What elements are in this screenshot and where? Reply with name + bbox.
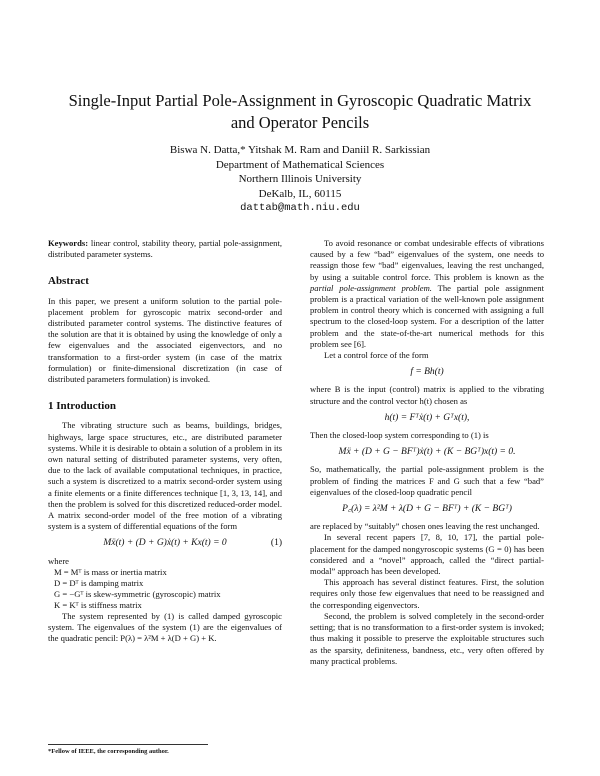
right-paragraph-3: where B is the input (control) matrix is applied to the vibrating structure and the control vector h(t) chosen as (310, 384, 544, 406)
university: Northern Illinois University (238, 173, 362, 185)
equation-1 (48, 538, 282, 549)
equation-1-number: (1) (270, 538, 282, 549)
title-line-2: and Operator Pencils (230, 113, 370, 132)
author-email: dattab@math.niu.edu (240, 202, 360, 214)
definition-damping: D = Dᵀ is damping matrix (54, 577, 144, 588)
equation-1-body: Mẍ(t) + (D + G)ẋ(t) + Kx(t) = 0 (103, 538, 227, 549)
right-paragraph-1-emphasis: partial pole-assignment problem. (310, 282, 432, 293)
keywords-text: linear control, stability theory, partial pole-assignment, distributed parameter systems. (48, 238, 282, 260)
where-label: where (48, 555, 69, 566)
intro-heading: 1 Introduction (48, 400, 116, 413)
definition-gyroscopic: G = −Gᵀ is skew-symmetric (gyroscopic) matrix (54, 588, 221, 599)
equation-closed-loop: Mẍ + (D + G − BFᵀ)ẋ(t) + (K − BGᵀ)x(t) = 0. (338, 447, 516, 458)
keywords (48, 238, 282, 260)
right-paragraph-9: Second, the problem is solved completely in the second-order setting; that is no transformation to a first-order system is invoked; thus making it possible to preserve the exploitable structures such as the sparsity, definiteness, bandness, etc., very often offered by many practical problems. (310, 610, 544, 666)
intro-paragraph-2: The system represented by (1) is called damped gyroscopic system. The eigenvalues of the system (1) are the eigenvalues of the quadratic pencil: P(λ) = λ²M + λ(D + G) + K. (48, 610, 282, 644)
definition-mass: M = Mᵀ is mass or inertia matrix (54, 566, 167, 577)
right-paragraph-1 (310, 238, 544, 350)
right-paragraph-7: In several recent papers [7, 8, 10, 17], the partial pole-placement for the damped nongyroscopic systems (G = 0) has been considered and a “novel” approach, called the “direct partial-modal” approach has been developed. (310, 532, 544, 577)
definition-stiffness: K = Kᵀ is stiffness matrix (54, 599, 142, 610)
department: Department of Mathematical Sciences (215, 158, 385, 171)
footnote: *Fellow of IEEE, the corresponding author. (48, 744, 208, 755)
intro-paragraph-1: The vibrating structure such as beams, buildings, bridges, highways, large space structures, etc., are distributed parameter systems. While it is desirable to obtain a solution of a problem in its own natural setting of distributed parameter systems, very often, due to the lack of available computational techniques, in practice, such a system is discretized to a matrix second-order system using a finite elements or a finite differences technique [1, 3, 13, 14], and then the problem is solved for this discretized reduced-order model. A matrix second-order model of the free motion of a vibrating system is a system of differential equations of the form (48, 420, 282, 532)
title-line-1: Single-Input Partial Pole-Assignment in Gyroscopic Quadratic Matrix (68, 91, 532, 110)
abstract-heading: Abstract (48, 275, 89, 288)
right-paragraph-4: Then the closed-loop system corresponding to (1) is (310, 430, 489, 441)
equation-closed-loop-pencil: P꜀(λ) = λ²M + λ(D + G − BFᵀ) + (K − BGᵀ) (342, 504, 512, 515)
paper-title (40, 90, 560, 134)
author-block (40, 143, 560, 216)
equation-control-force: f = Bh(t) (410, 367, 444, 378)
keywords-label: Keywords: (48, 238, 89, 248)
right-paragraph-1-text: To avoid resonance or combat undesirable effects of vibrations caused by a few “bad” eigenvalues of the system, one needs to reassign those few “bad” eigenvalues, leaving the rest unchanged, by using a suitable control force. This problem is known as the (310, 238, 544, 282)
right-paragraph-1b-text: The partial pole assignment problem is a practical variation of the well-known pole assignment problem in control theory which is concerned with assigning a full spectrum to the closed-loop system. For a description of the latter problem and the state-of-the-art numerical methods for this problem see [6]. (310, 282, 544, 349)
equation-control-vector: h(t) = Fᵀẋ(t) + Gᵀx(t), (384, 412, 470, 423)
city: DeKalb, IL, 60115 (258, 187, 342, 200)
right-paragraph-8: This approach has several distinct features. First, the solution requires only those few eigenvalues that need to be reassigned and the corresponding eigenvectors. (310, 577, 544, 610)
right-paragraph-5: So, mathematically, the partial pole-assignment problem is the problem of finding the matrices F and G such that a few “bad” eigenvalues of the closed-loop quadratic pencil (310, 464, 544, 497)
right-column (310, 238, 544, 667)
author-names: Biswa N. Datta,* Yitshak M. Ram and Daniil R. Sarkissian (169, 144, 431, 156)
abstract-text: In this paper, we present a uniform solution to the partial pole-placement problem for gyroscopic matrix second-order and distributed parameter control systems. The distinctive features of the solution are that it is obtained by using the knowledge of only a few eigenvalues and the associated eigenvectors, and no transformation to a first-order system (in case of the matrix formulation) or finite-dimensional discretization (in case of distributed parameters formulation) is invoked. (48, 295, 282, 385)
right-paragraph-2: Let a control force of the form (324, 350, 429, 361)
left-column (48, 238, 282, 644)
right-paragraph-6: are replaced by “suitably” chosen ones leaving the rest unchanged. (310, 521, 540, 532)
matrix-definitions (54, 567, 282, 611)
